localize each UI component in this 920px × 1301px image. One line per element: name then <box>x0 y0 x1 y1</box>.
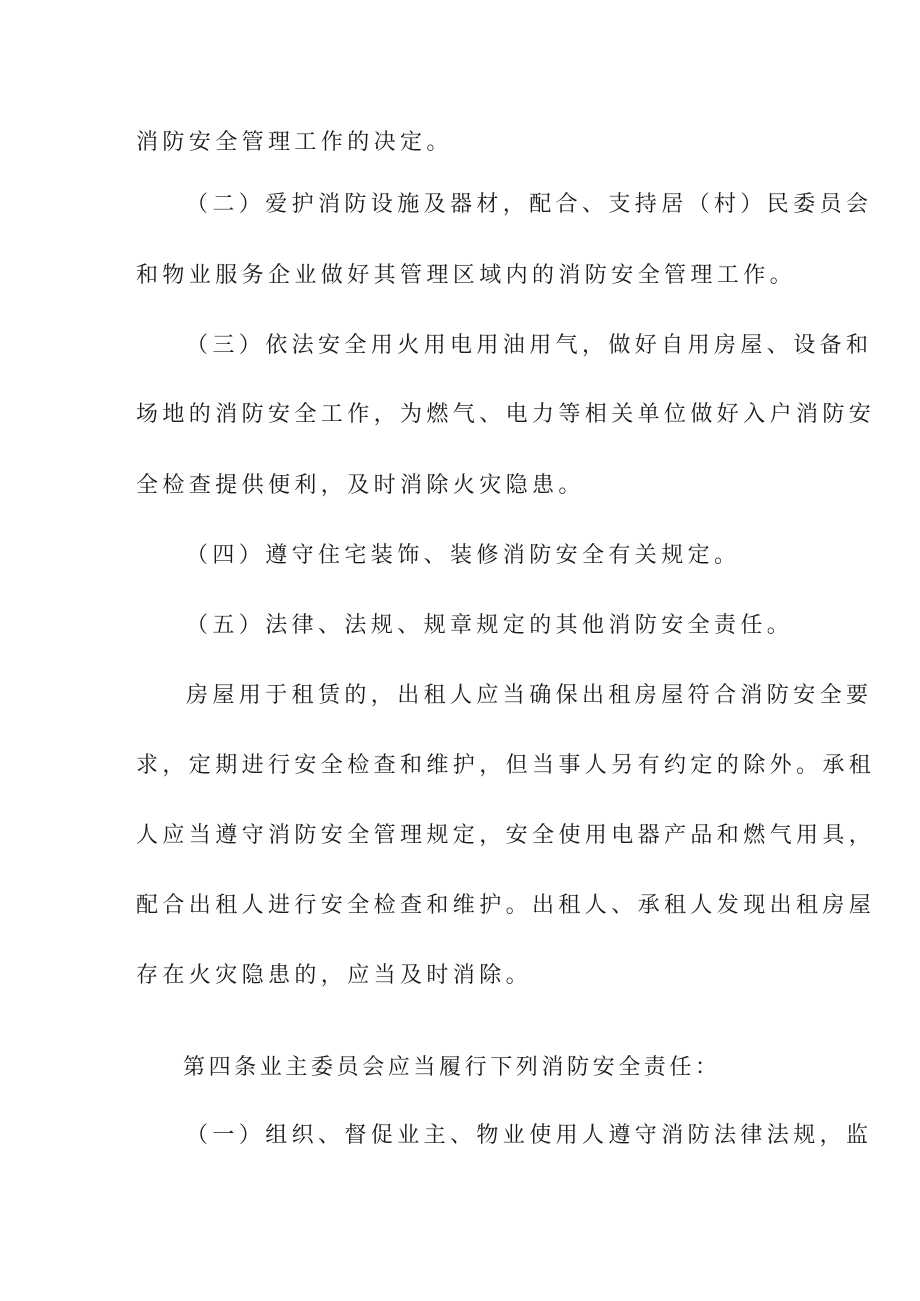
body-text-line: 和物业服务企业做好其管理区域内的消防安全管理工作。 <box>136 263 797 288</box>
body-text-line: 求，定期进行安全检查和维护，但当事人另有约定的除外。承租 <box>136 753 876 778</box>
paragraph-start: 房屋用于租赁的，出租人应当确保出租房屋符合消防安全要 <box>186 683 873 708</box>
list-item-2: （二）爱护消防设施及器材，配合、支持居（村）民委员会 <box>186 192 873 217</box>
body-text-line: 场地的消防安全工作，为燃气、电力等相关单位做好入户消防安 <box>136 402 876 427</box>
list-item-3: （三）依法安全用火用电用油用气，做好自用房屋、设备和 <box>186 333 873 358</box>
body-text-line: 人应当遵守消防安全管理规定，安全使用电器产品和燃气用具， <box>136 823 876 848</box>
body-text-line: 配合出租人进行安全检查和维护。出租人、承租人发现出租房屋 <box>136 893 876 918</box>
body-text-line: 消防安全管理工作的决定。 <box>136 130 453 155</box>
body-text-line: 全检查提供便利，及时消除火灾隐患。 <box>136 473 585 498</box>
article-heading: 第四条业主委员会应当履行下列消防安全责任： <box>183 1055 721 1080</box>
body-text-line: 存在火灾隐患的，应当及时消除。 <box>136 963 533 988</box>
list-item-5: （五）法律、法规、规章规定的其他消防安全责任。 <box>186 613 794 638</box>
list-item-4: （四）遵守住宅装饰、装修消防安全有关规定。 <box>186 543 741 568</box>
list-item-1: （一）组织、督促业主、物业使用人遵守消防法律法规，监 <box>186 1123 873 1148</box>
